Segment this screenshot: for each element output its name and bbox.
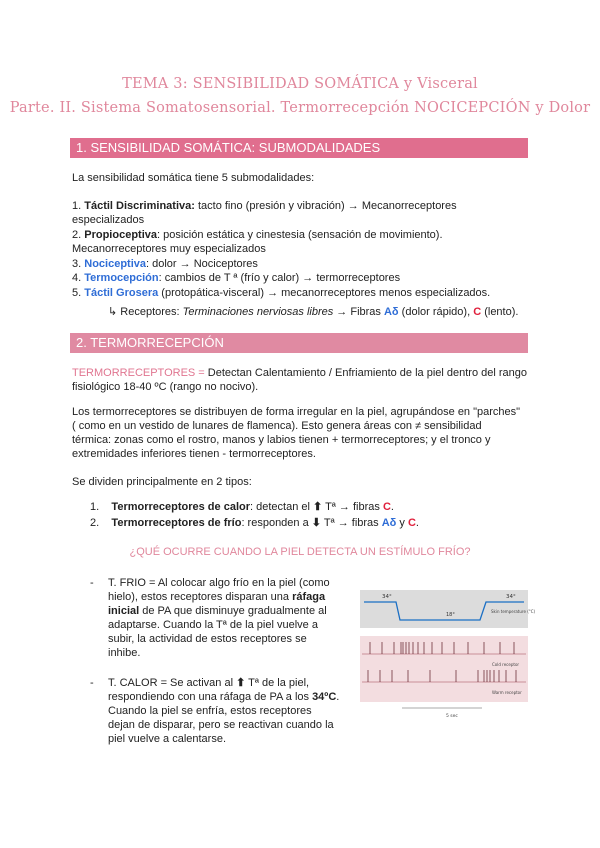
distribution-paragraph: Los termorreceptores se distribuyen de forma irregular en la piel, agrupándose en "parches" ( como en un vestido de lunares de flamenca). Esto genera áreas con ≠ sensibilidad térmica: zonas como el rostro, manos y labios tienen + termorreceptores; y el tronco y extremidades inferiores tienen - termorreceptores. [72,406,521,460]
types-intro: Se dividen principalmente en 2 tipos: [72,476,252,488]
submodality-3: 3. Nociceptiva: dolor → Nociceptores [72,258,258,270]
submodality-5: 5. Táctil Grosera (protopática-visceral) → mecanorreceptores menos especializados. [72,287,491,299]
time-scale-label: 5 sec [446,714,458,719]
bullet-hot-text: T. CALOR = Se activan al ⬆ Tª de la piel, respondiendo con una ráfaga de PA a los 34ºC. Cuando la piel se enfría, estos receptores dejan de disparar, pero se reactivan cuando la piel vuelve a calentarse. [108,677,340,745]
type-heat: 1. Termorreceptores de calor: detectan el ⬆ Tª → fibras C. [90,501,394,513]
submodality-2: 2. Propioceptiva: posición estática y cinestesia (sensación de movimiento). Mecanorreceptores muy especializados [72,229,443,255]
section-heading-2: 2. TERMORRECEPCIÓN [70,333,528,353]
arrow-down-icon: ⬇ [311,517,321,529]
temp-label-end: 34° [506,594,516,600]
arrow-up-icon: ⬆ [236,677,246,689]
document-subtitle: Parte. II. Sistema Somatosensorial. Termorrecepción NOCICEPCIÓN y Dolor [9,100,591,116]
submodality-1: 1. Táctil Discriminativa: tacto fino (presión y vibración) → Mecanorreceptores especializados [72,200,457,226]
temp-label-low: 18° [446,612,455,618]
submodality-4: 4. Termocepción: cambios de T ª (frío y calor) → termorreceptores [72,272,401,284]
bullet-cold-text: T. FRIO = Al colocar algo frío en la piel (como hielo), estos receptores disparan una ráfaga inicial de PA que disminuye gradualmente al adaptarse. Cuando la Tª de la piel vuelve a subir, la actividad de estos receptores se inhibe. [108,577,330,659]
cold-receptor-label: Cold receptor [492,662,520,667]
bullet-dash-hot: - [90,677,94,689]
section1-intro: La sensibilidad somática tiene 5 submodalidades: [72,172,315,184]
arrow-up-icon: ⬆ [313,501,323,513]
receptor-activity-figure [360,590,536,720]
question-heading: ¿QUÉ OCURRE CUANDO LA PIEL DETECTA UN ESTÍMULO FRÍO? [129,546,471,558]
bullet-dash-cold: - [90,577,94,589]
receptors-line: ↳ Receptores: Terminaciones nerviosas libres → Fibras Aδ (dolor rápido), C (lento). [108,306,519,318]
temp-label-start: 34° [382,594,392,600]
skin-temperature-label: Skin temperature (°C) [491,609,536,614]
type-cold: 2. Termorreceptores de frío: responden a ⬇ Tª → fibras Aδ y C. [90,517,419,529]
thermoreceptor-definition: TERMORRECEPTORES = Detectan Calentamiento / Enfriamiento de la piel dentro del rango fisiológico 18-40 ºC (rango no nocivo). [72,367,527,393]
document-title: TEMA 3: SENSIBILIDAD SOMÁTICA y Visceral [122,76,478,92]
section-heading-1: 1. SENSIBILIDAD SOMÁTICA: SUBMODALIDADES [70,138,528,158]
warm-receptor-label: Warm receptor [492,690,522,695]
